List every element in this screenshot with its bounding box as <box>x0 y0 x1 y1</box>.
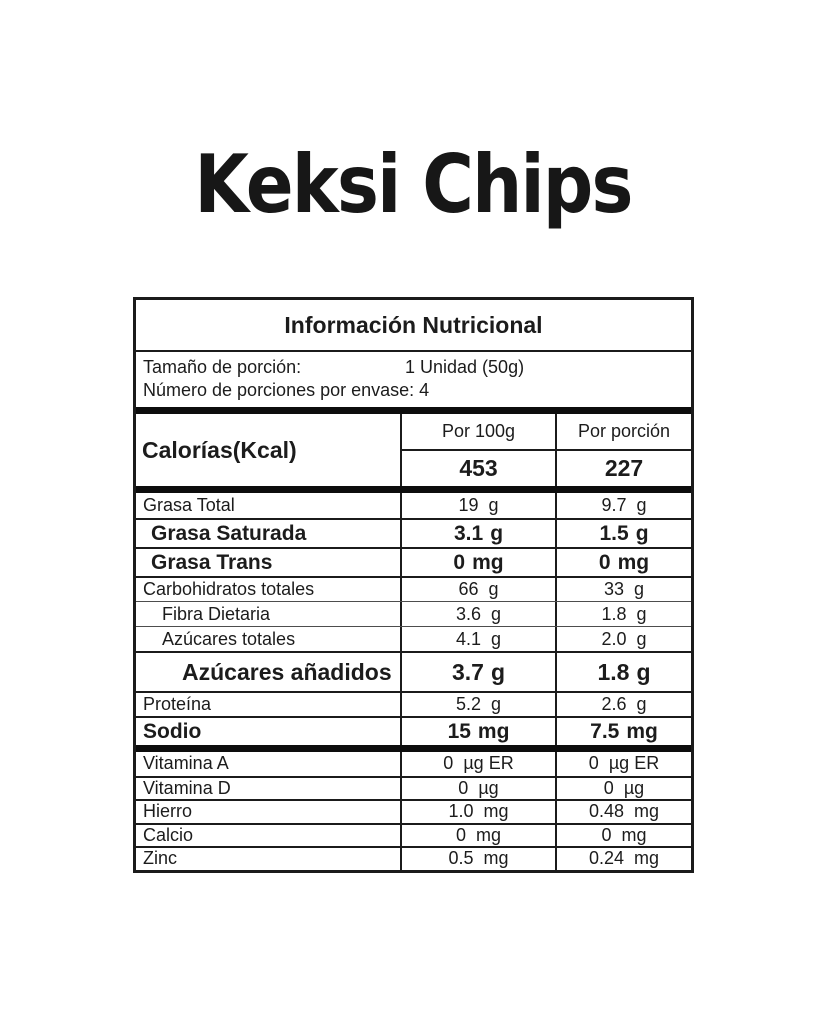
nutrient-row <box>136 846 691 870</box>
unit: g <box>636 603 647 624</box>
value-per-100g <box>400 693 555 716</box>
unit: mg <box>483 801 509 822</box>
nutrient-name: Azúcares totales <box>162 628 296 649</box>
nutrient-name: Azúcares añadidos <box>182 658 392 685</box>
nutrient-row <box>136 493 691 518</box>
nutrient-row <box>136 518 691 547</box>
product-title: Keksi Chips <box>194 138 632 231</box>
value: 1.0 <box>448 801 474 822</box>
nutrient-row <box>136 576 691 601</box>
unit: g <box>636 495 647 515</box>
nutrient-row <box>136 626 691 651</box>
value: 0 <box>598 550 611 574</box>
calories-per-100g: 453 <box>400 451 555 486</box>
unit: mg <box>634 848 660 869</box>
nutrient-name: Calcio <box>143 824 194 845</box>
unit: mg <box>634 801 660 822</box>
serving-info <box>136 352 691 407</box>
nutrient-row <box>136 601 691 626</box>
divider-bar <box>136 486 691 493</box>
value-per-100g <box>400 718 555 745</box>
nutrient-name: Carbohidratos totales <box>143 579 315 599</box>
column-header-per-portion: Por porción <box>555 414 691 449</box>
value: 2.0 <box>601 628 627 649</box>
value: 0.48 <box>588 801 625 822</box>
nutrient-row <box>136 776 691 800</box>
value-per-portion <box>555 693 691 716</box>
value: 19 <box>458 495 479 515</box>
value-per-portion <box>555 520 691 547</box>
nutrient-name: Grasa Total <box>143 495 235 515</box>
value: 1.8 <box>597 658 630 685</box>
value-per-portion <box>555 602 691 626</box>
value: 33 <box>603 579 624 599</box>
unit: g <box>488 579 499 599</box>
value-per-portion <box>555 493 691 518</box>
value: 0 <box>588 753 599 774</box>
value-per-100g <box>400 627 555 651</box>
serving-size-label: Tamaño de porción: <box>143 357 302 377</box>
unit: g <box>635 521 649 545</box>
calories-label: Calorías(Kcal) <box>142 436 297 463</box>
value-per-portion <box>555 801 691 823</box>
nutrient-name: Fibra Dietaria <box>162 603 271 624</box>
serving-size-value: 1 Unidad (50g) <box>405 357 525 377</box>
nutrient-name: Sodio <box>143 719 202 743</box>
unit: mg <box>476 824 502 845</box>
value: 0.24 <box>588 848 625 869</box>
label-header <box>136 300 691 352</box>
nutrient-name: Grasa Saturada <box>151 521 307 545</box>
value: 3.6 <box>455 603 481 624</box>
column-header-per-100g: Por 100g <box>400 414 555 449</box>
value: 3.7 <box>451 658 484 685</box>
value-per-portion <box>555 752 691 776</box>
unit: mg <box>472 550 504 574</box>
unit: µg ER <box>463 753 514 774</box>
value: 0.5 <box>448 848 474 869</box>
unit: g <box>491 628 502 649</box>
nutrient-rows <box>136 493 691 745</box>
value-per-100g <box>400 848 555 870</box>
value-per-portion <box>555 848 691 870</box>
unit: mg <box>477 719 510 743</box>
nutrient-name: Vitamina A <box>143 753 229 774</box>
value-per-portion <box>555 653 691 691</box>
value-per-100g <box>400 520 555 547</box>
unit: mg <box>483 848 509 869</box>
value: 0 <box>601 824 612 845</box>
unit: g <box>634 579 645 599</box>
nutrient-name: Hierro <box>143 801 193 822</box>
value-per-100g <box>400 549 555 576</box>
unit: mg <box>621 824 647 845</box>
value-per-100g <box>400 602 555 626</box>
nutrition-label <box>133 297 694 873</box>
nutrient-name: Vitamina D <box>143 777 231 798</box>
unit: g <box>491 603 502 624</box>
value-per-portion <box>555 825 691 847</box>
value-per-100g <box>400 825 555 847</box>
unit: g <box>488 495 499 515</box>
micronutrient-rows <box>136 752 691 870</box>
unit: µg <box>623 777 645 798</box>
unit: mg <box>626 719 658 743</box>
calories-section <box>136 414 691 486</box>
value: 5.2 <box>455 694 481 714</box>
value: 0 <box>455 824 466 845</box>
value: 3.1 <box>453 521 484 545</box>
value: 4.1 <box>455 628 481 649</box>
unit: g <box>491 694 502 714</box>
value-per-portion <box>555 778 691 800</box>
value-per-portion <box>555 578 691 601</box>
value: 1.5 <box>599 521 629 545</box>
value-per-100g <box>400 752 555 776</box>
value-per-portion <box>555 627 691 651</box>
value: 0 <box>458 777 469 798</box>
unit: g <box>490 658 506 685</box>
value: 1.8 <box>601 603 627 624</box>
nutrient-row <box>136 823 691 847</box>
label-header-text: Información Nutricional <box>284 311 543 338</box>
value: 15 <box>447 719 471 743</box>
unit: mg <box>617 550 650 574</box>
nutrient-row <box>136 752 691 776</box>
value-per-100g <box>400 653 555 691</box>
value-per-portion <box>555 718 691 745</box>
nutrient-row <box>136 716 691 745</box>
value-per-100g <box>400 801 555 823</box>
serving-size-line <box>143 356 685 379</box>
nutrient-name: Proteína <box>143 694 212 714</box>
calories-columns <box>400 414 691 486</box>
value-per-portion <box>555 549 691 576</box>
unit: g <box>636 628 647 649</box>
servings-per-container: Número de porciones por envase: 4 <box>143 380 430 400</box>
unit: g <box>636 658 651 685</box>
value: 0 <box>453 550 466 574</box>
unit: µg <box>478 777 499 798</box>
nutrient-row <box>136 799 691 823</box>
value: 9.7 <box>601 495 627 515</box>
nutrient-row <box>136 651 691 691</box>
value: 0 <box>443 753 454 774</box>
nutrient-row <box>136 547 691 576</box>
nutrient-name: Zinc <box>143 848 178 869</box>
value-per-100g <box>400 493 555 518</box>
calories-per-portion: 227 <box>555 451 691 486</box>
divider-bar <box>136 745 691 752</box>
value: 7.5 <box>590 719 620 743</box>
value-per-100g <box>400 578 555 601</box>
nutrient-row <box>136 691 691 716</box>
value: 66 <box>458 579 479 599</box>
divider-bar <box>136 407 691 414</box>
value: 0 <box>603 777 614 798</box>
value: 2.6 <box>601 694 627 714</box>
unit: µg ER <box>608 753 660 774</box>
value-per-100g <box>400 778 555 800</box>
nutrient-name: Grasa Trans <box>151 550 273 574</box>
unit: g <box>636 694 647 714</box>
column-headers-row <box>400 414 691 449</box>
unit: g <box>490 521 504 545</box>
calories-values-row <box>400 449 691 486</box>
